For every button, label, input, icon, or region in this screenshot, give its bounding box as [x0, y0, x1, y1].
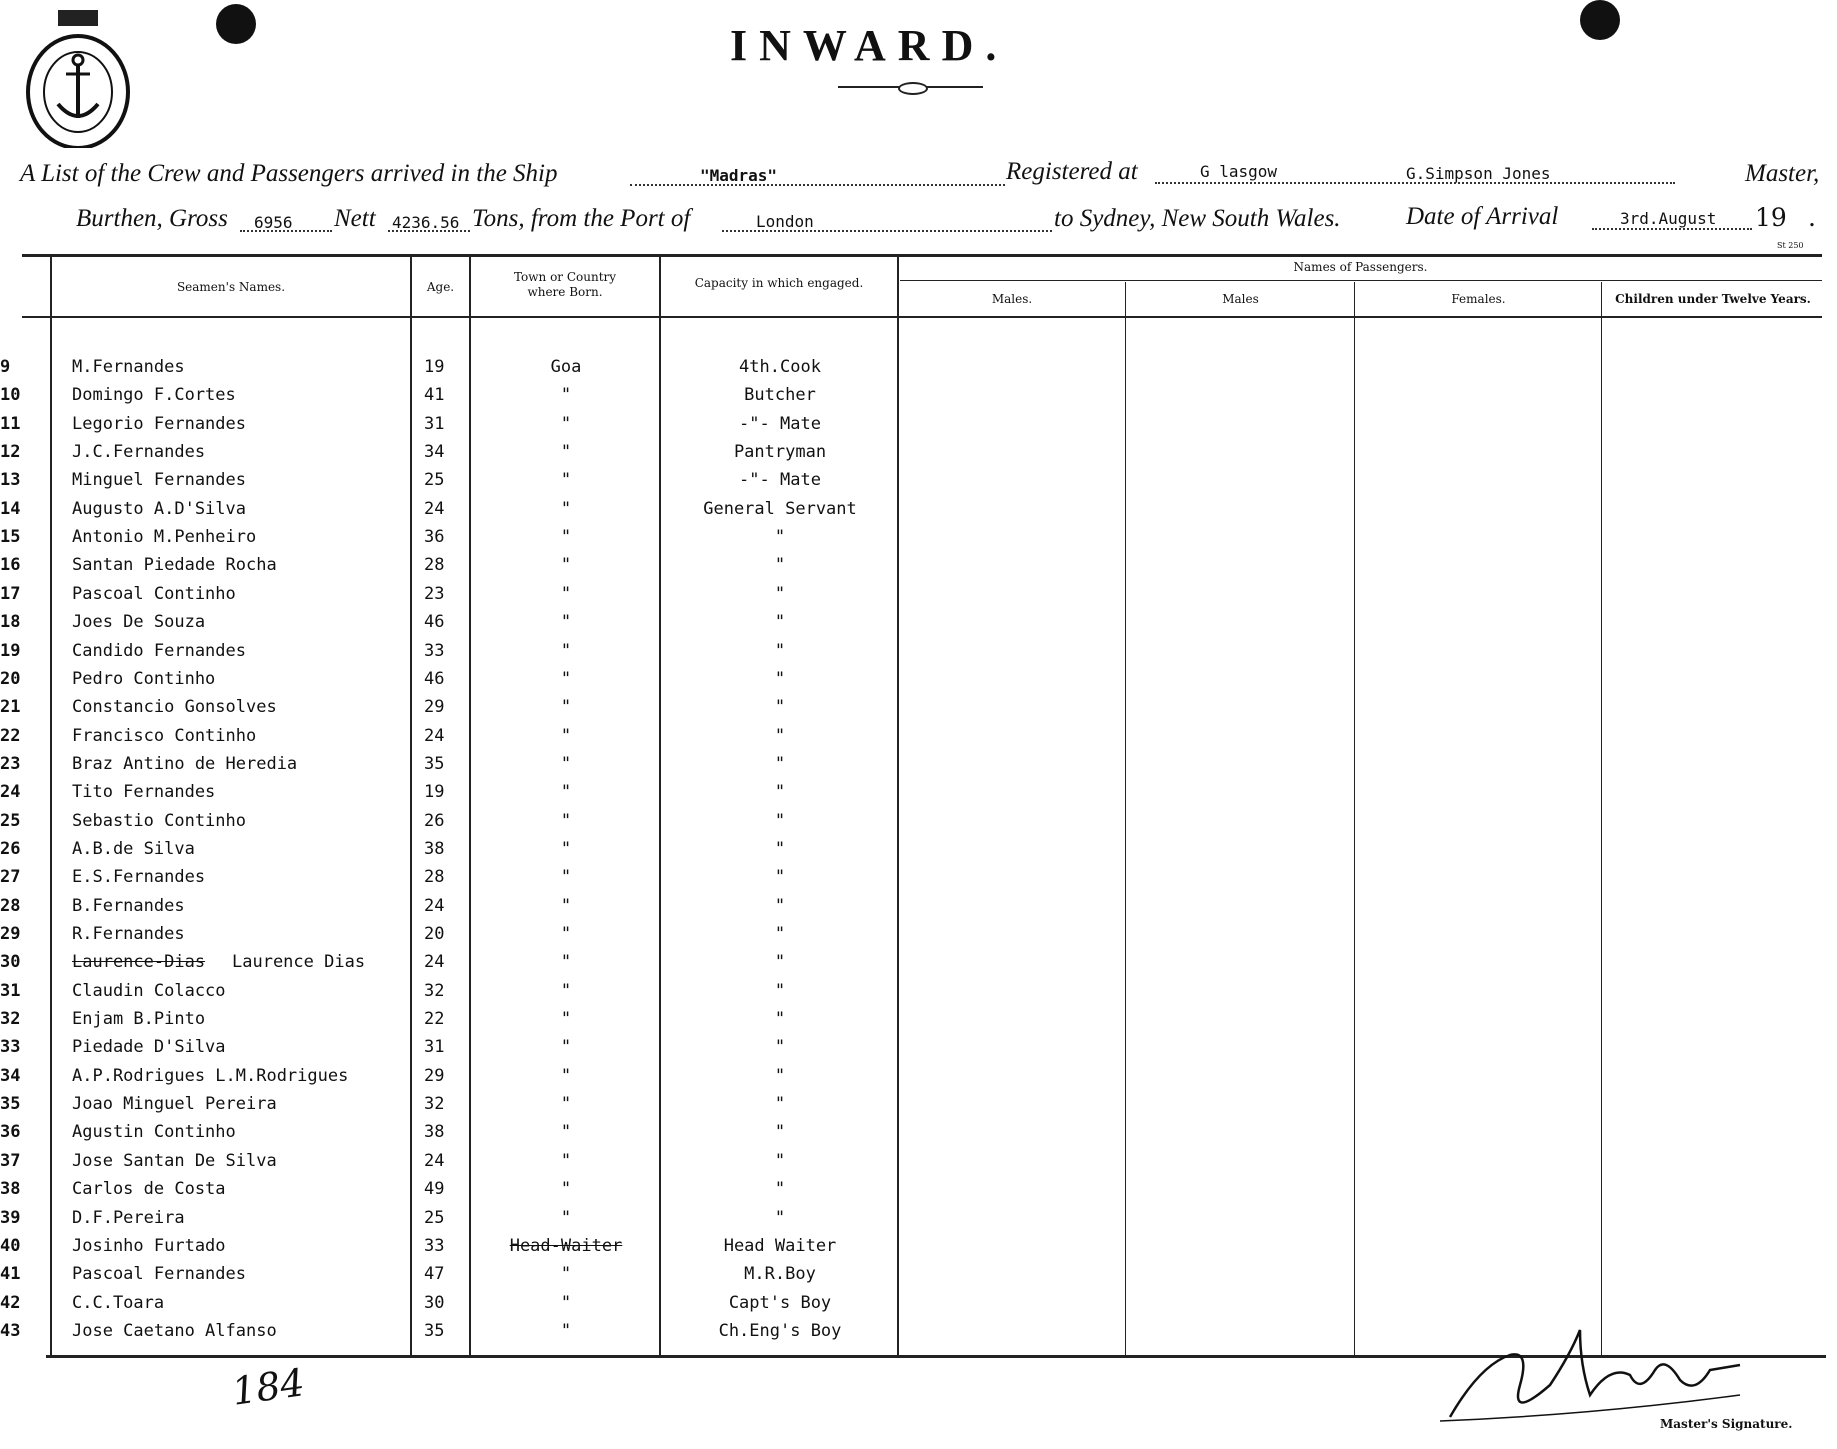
seaman-age: 46 — [424, 669, 445, 689]
capacity: " — [774, 1122, 786, 1142]
seaman-name: Enjam B.Pinto — [72, 1009, 206, 1029]
birthplace: " — [560, 1264, 572, 1284]
capacity: " — [774, 1094, 786, 1114]
seaman-age: 22 — [424, 1009, 445, 1029]
col-head-town-line2: where Born. — [527, 285, 603, 299]
title-ornament — [898, 82, 928, 95]
birthplace: " — [560, 697, 572, 717]
punch-hole-right — [1580, 0, 1620, 40]
gross-tonnage: 6956 — [254, 213, 293, 232]
handwritten-note: 184 — [229, 1360, 308, 1414]
birthplace: " — [560, 470, 572, 490]
row-number: 32 — [0, 1009, 21, 1029]
row-number: 11 — [0, 414, 21, 434]
capacity: " — [774, 1037, 786, 1057]
row-number: 24 — [0, 782, 21, 802]
seaman-name: B.Fernandes — [72, 896, 185, 916]
birthplace: " — [560, 1151, 572, 1171]
row-number: 26 — [0, 839, 21, 859]
row-number: 35 — [0, 1094, 21, 1114]
col-head-children: Children under Twelve Years. — [1615, 292, 1811, 306]
capacity: M.R.Boy — [744, 1264, 816, 1284]
row-number: 13 — [0, 470, 21, 490]
master-name: G.Simpson Jones — [1406, 164, 1551, 183]
capacity: " — [774, 981, 786, 1001]
capacity: Head Waiter — [723, 1236, 837, 1256]
seaman-name: Josinho Furtado — [72, 1236, 226, 1256]
seaman-name: M.Fernandes — [72, 357, 185, 377]
capacity: -"- Mate — [739, 414, 821, 434]
row-number: 21 — [0, 697, 21, 717]
registered-label: Registered at — [1006, 158, 1138, 185]
seaman-name: Legorio Fernandes — [72, 414, 246, 434]
seaman-age: 33 — [424, 641, 445, 661]
capacity: " — [774, 839, 786, 859]
row-number: 18 — [0, 612, 21, 632]
birthplace: " — [560, 1122, 572, 1142]
birthplace: " — [560, 782, 572, 802]
burthen-label: Burthen, Gross — [76, 205, 228, 232]
seaman-name: J.C.Fernandes — [72, 442, 206, 462]
birthplace: " — [560, 1321, 572, 1341]
seaman-name: A.P.Rodrigues L.M.Rodrigues — [72, 1066, 349, 1086]
capacity: " — [774, 782, 786, 802]
registered-port: G lasgow — [1200, 162, 1278, 181]
row-number: 27 — [0, 867, 21, 887]
seaman-age: 31 — [424, 1037, 445, 1057]
nett-tonnage: 4236.56 — [392, 213, 460, 232]
seaman-age: 28 — [424, 867, 445, 887]
birthplace: " — [560, 527, 572, 547]
seaman-name: Braz Antino de Heredia — [72, 754, 298, 774]
birthplace: " — [560, 754, 572, 774]
birthplace: " — [560, 442, 572, 462]
seaman-age: 24 — [424, 726, 445, 746]
birthplace: " — [560, 811, 572, 831]
seaman-name: Joes De Souza — [72, 612, 206, 632]
year-suffix: . — [1808, 203, 1816, 232]
row-number: 9 — [0, 357, 11, 377]
seaman-name: Agustin Continho — [72, 1122, 236, 1142]
seaman-name: R.Fernandes — [72, 924, 185, 944]
birthplace: Head-Waiter — [509, 1236, 623, 1256]
col-divider-children — [1601, 282, 1602, 1356]
row-number: 38 — [0, 1179, 21, 1199]
punch-hole-left — [216, 4, 256, 44]
ship-name: "Madras" — [700, 166, 778, 185]
col-head-age: Age. — [426, 280, 455, 294]
seaman-age: 26 — [424, 811, 445, 831]
seaman-age: 20 — [424, 924, 445, 944]
seaman-age: 25 — [424, 1208, 445, 1228]
capacity: " — [774, 952, 786, 972]
arrival-date: 3rd.August — [1620, 209, 1717, 228]
destination-label: to Sydney, New South Wales. — [1054, 205, 1341, 232]
capacity: General Servant — [703, 499, 857, 519]
row-number: 37 — [0, 1151, 21, 1171]
birthplace: " — [560, 867, 572, 887]
seaman-name: C.C.Toara — [72, 1293, 165, 1313]
birthplace: " — [560, 385, 572, 405]
birthplace: Goa — [550, 357, 582, 377]
table-top-rule — [22, 254, 1822, 257]
seaman-age: 32 — [424, 1094, 445, 1114]
master-signature-icon — [1440, 1325, 1750, 1425]
birthplace: " — [560, 1094, 572, 1114]
row-number: 43 — [0, 1321, 21, 1341]
seaman-age: 32 — [424, 981, 445, 1001]
ship-dotline — [630, 184, 1005, 186]
capacity: Ch.Eng's Boy — [718, 1321, 842, 1341]
capacity: " — [774, 811, 786, 831]
capacity: " — [774, 555, 786, 575]
seaman-age: 36 — [424, 527, 445, 547]
row-number: 36 — [0, 1122, 21, 1142]
birthplace: " — [560, 1066, 572, 1086]
col-head-town — [471, 270, 659, 300]
seaman-age: 49 — [424, 1179, 445, 1199]
birthplace: " — [560, 414, 572, 434]
seaman-name: A.B.de Silva — [72, 839, 195, 859]
nett-label: Nett — [334, 205, 376, 232]
seaman-name: Santan Piedade Rocha — [72, 555, 277, 575]
seaman-name: Sebastio Continho — [72, 811, 246, 831]
seaman-name: Pascoal Continho — [72, 584, 236, 604]
row-number: 41 — [0, 1264, 21, 1284]
page-title: INWARD. — [730, 21, 1009, 70]
from-port: London — [756, 212, 814, 231]
capacity: " — [774, 726, 786, 746]
seaman-name: Jose Caetano Alfanso — [72, 1321, 277, 1341]
seaman-name: Francisco Continho — [72, 726, 257, 746]
row-number: 23 — [0, 754, 21, 774]
capacity: " — [774, 754, 786, 774]
capacity: " — [774, 697, 786, 717]
birthplace: " — [560, 896, 572, 916]
seaman-age: 47 — [424, 1264, 445, 1284]
capacity: " — [774, 1151, 786, 1171]
col-head-passengers: Names of Passengers. — [1293, 260, 1428, 274]
row-number: 42 — [0, 1293, 21, 1313]
seaman-name: Piedade D'Silva — [72, 1037, 226, 1057]
col-head-males-2: Males — [1222, 292, 1259, 306]
seaman-name: Tito Fernandes — [72, 782, 216, 802]
capacity: Capt's Boy — [728, 1293, 832, 1313]
birthplace: " — [560, 839, 572, 859]
capacity: " — [774, 669, 786, 689]
tons-label: Tons, from the Port of — [472, 205, 691, 232]
seaman-name-struck: Laurence-Dias — [72, 952, 206, 972]
birthplace: " — [560, 1208, 572, 1228]
birthplace: " — [560, 1037, 572, 1057]
seaman-name: D.F.Pereira — [72, 1208, 185, 1228]
birthplace: " — [560, 584, 572, 604]
seaman-name: Claudin Colacco — [72, 981, 226, 1001]
row-number: 16 — [0, 555, 21, 575]
row-number: 12 — [0, 442, 21, 462]
col-head-females: Females. — [1451, 292, 1506, 306]
capacity: " — [774, 1208, 786, 1228]
birthplace: " — [560, 641, 572, 661]
row-number: 10 — [0, 385, 21, 405]
master-label: Master, — [1745, 160, 1820, 187]
seaman-age: 38 — [424, 839, 445, 859]
header-bottom-rule — [22, 316, 1822, 318]
row-number: 31 — [0, 981, 21, 1001]
seaman-name: Minguel Fernandes — [72, 470, 246, 490]
capacity: " — [774, 641, 786, 661]
birthplace: " — [560, 1179, 572, 1199]
col-head-town-line1: Town or Country — [513, 270, 617, 284]
seaman-age: 35 — [424, 1321, 445, 1341]
capacity: " — [774, 896, 786, 916]
seaman-age: 38 — [424, 1122, 445, 1142]
seaman-name: Antonio M.Penheiro — [72, 527, 257, 547]
seaman-age: 28 — [424, 555, 445, 575]
seaman-name: Carlos de Costa — [72, 1179, 226, 1199]
col-head-capacity: Capacity in which engaged. — [694, 276, 864, 290]
seaman-name: Pedro Continho — [72, 669, 216, 689]
capacity: " — [774, 612, 786, 632]
capacity: 4th.Cook — [739, 357, 821, 377]
birthplace: " — [560, 981, 572, 1001]
row-number: 17 — [0, 584, 21, 604]
seaman-name: Laurence Dias — [232, 952, 366, 972]
row-number: 20 — [0, 669, 21, 689]
year-prefix: 19 — [1755, 203, 1787, 232]
birthplace: " — [560, 612, 572, 632]
birthplace: " — [560, 499, 572, 519]
birthplace: " — [560, 669, 572, 689]
shipping-masters-seal-icon — [24, 8, 132, 148]
seaman-age: 30 — [424, 1293, 445, 1313]
row-number: 14 — [0, 499, 21, 519]
capacity: " — [774, 924, 786, 944]
row-number: 25 — [0, 811, 21, 831]
row-number: 39 — [0, 1208, 21, 1228]
seaman-age: 29 — [424, 1066, 445, 1086]
seaman-age: 41 — [424, 385, 445, 405]
capacity: " — [774, 1009, 786, 1029]
seaman-age: 19 — [424, 357, 445, 377]
birthplace: " — [560, 726, 572, 746]
seaman-age: 25 — [424, 470, 445, 490]
birthplace: " — [560, 1293, 572, 1313]
seaman-name: E.S.Fernandes — [72, 867, 206, 887]
passengers-rule — [900, 280, 1822, 281]
capacity: " — [774, 1179, 786, 1199]
row-number: 30 — [0, 952, 21, 972]
col-divider-capacity — [659, 256, 661, 1356]
col-divider-females — [1354, 282, 1355, 1356]
capacity: Butcher — [744, 385, 816, 405]
seaman-age: 31 — [424, 414, 445, 434]
seaman-name: Pascoal Fernandes — [72, 1264, 246, 1284]
seaman-age: 23 — [424, 584, 445, 604]
seaman-name: Constancio Gonsolves — [72, 697, 277, 717]
arrival-dotline — [1592, 228, 1752, 230]
seaman-name: Joao Minguel Pereira — [72, 1094, 277, 1114]
row-number: 19 — [0, 641, 21, 661]
seaman-age: 24 — [424, 952, 445, 972]
col-head-seamen: Seamen's Names. — [176, 280, 286, 294]
seaman-name: Domingo F.Cortes — [72, 385, 236, 405]
form-code: St 250 — [1777, 241, 1804, 250]
birthplace: " — [560, 555, 572, 575]
col-head-males-1: Males. — [991, 292, 1033, 306]
row-number: 22 — [0, 726, 21, 746]
capacity: -"- Mate — [739, 470, 821, 490]
col-divider-number — [50, 256, 52, 1356]
seaman-name: Jose Santan De Silva — [72, 1151, 277, 1171]
row-number: 33 — [0, 1037, 21, 1057]
seaman-age: 24 — [424, 1151, 445, 1171]
row-number: 15 — [0, 527, 21, 547]
seaman-age: 24 — [424, 896, 445, 916]
birthplace: " — [560, 1009, 572, 1029]
row-number: 28 — [0, 896, 21, 916]
seaman-age: 29 — [424, 697, 445, 717]
seaman-age: 19 — [424, 782, 445, 802]
row-number: 40 — [0, 1236, 21, 1256]
capacity: " — [774, 584, 786, 604]
capacity: Pantryman — [733, 442, 827, 462]
capacity: " — [774, 1066, 786, 1086]
col-divider-males2 — [1125, 282, 1126, 1356]
seaman-age: 35 — [424, 754, 445, 774]
capacity: " — [774, 527, 786, 547]
seaman-age: 46 — [424, 612, 445, 632]
arrival-label: Date of Arrival — [1406, 203, 1559, 230]
birthplace: " — [560, 924, 572, 944]
birthplace: " — [560, 952, 572, 972]
signature-label: Master's Signature. — [1660, 1417, 1793, 1431]
list-heading: A List of the Crew and Passengers arrived in the Ship — [20, 160, 558, 187]
col-divider-town — [469, 256, 471, 1356]
seaman-age: 33 — [424, 1236, 445, 1256]
seaman-age: 34 — [424, 442, 445, 462]
row-number: 29 — [0, 924, 21, 944]
seaman-name: Candido Fernandes — [72, 641, 246, 661]
seaman-name: Augusto A.D'Silva — [72, 499, 246, 519]
col-divider-age — [410, 256, 412, 1356]
capacity: " — [774, 867, 786, 887]
row-number: 34 — [0, 1066, 21, 1086]
seaman-age: 24 — [424, 499, 445, 519]
